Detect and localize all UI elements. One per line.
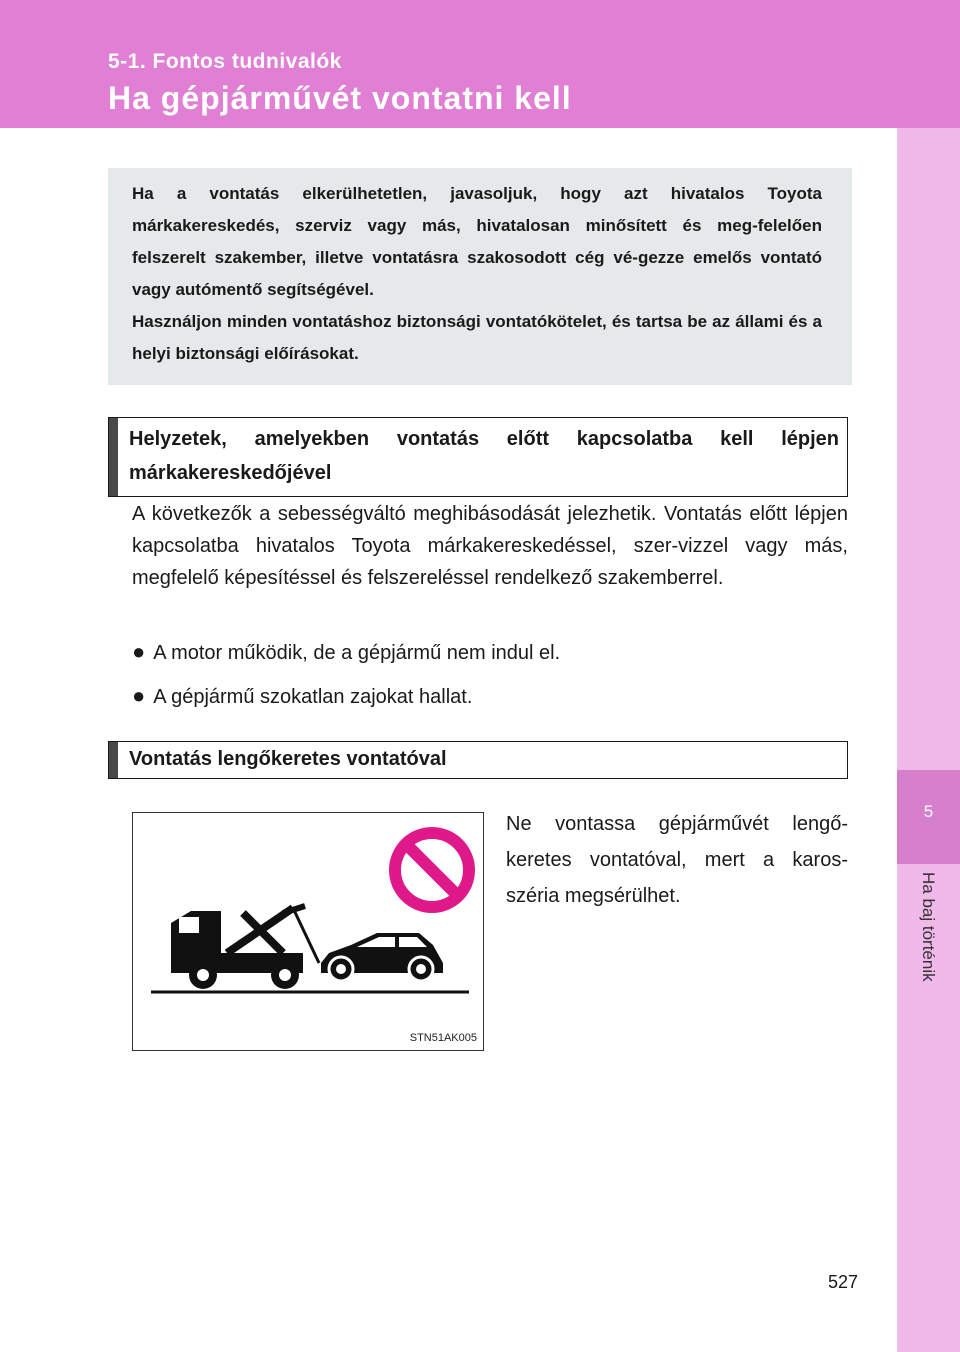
section-heading-box (108, 417, 848, 497)
chapter-number: 5 (923, 802, 934, 821)
tow-truck-illustration (133, 813, 483, 1050)
tow-truck-figure (132, 812, 484, 1051)
bullet-icon: ● (132, 639, 146, 664)
intro-text (132, 178, 822, 370)
bullet-item (132, 636, 560, 669)
section-heading-box (108, 741, 848, 779)
bullet-icon: ● (132, 683, 146, 708)
figure-id: STN51AK005 (409, 1032, 477, 1044)
intro-paragraph: Használjon minden vontatáshoz biztonsági vontatókötelet, és tartsa be az állami és a helyi biztonsági előírásokat. (132, 312, 822, 363)
heading-bar (109, 418, 118, 496)
prohibited-icon (395, 833, 469, 907)
section-subtitle: 5-1. Fontos tudnivalók (108, 50, 342, 73)
intro-paragraph: Ha a vontatás elkerülhetetlen, javasoljuk, hogy azt hivatalos Toyota márkakereskedés, szerviz vagy más, hivatalosan minősített és meg-felelően felszerelt szakember, illetve vontatásra szakosodott cég vé-gezze emelős vontató vagy autómentő segítségével. (132, 184, 822, 299)
bullet-text: A motor működik, de a gépjármű nem indul el. (153, 642, 561, 664)
page-title: Ha gépjárművét vontatni kell (108, 80, 572, 116)
chapter-label: Ha baj történik (919, 872, 938, 982)
bullet-text: A gépjármű szokatlan zajokat hallat. (153, 686, 473, 708)
heading-bar (109, 742, 118, 778)
figure-caption-text: Ne vontassa gépjárművét lengő-keretes vontatóval, mert a karos-széria megsérülhet. (506, 813, 848, 907)
section-body-text: A következők a sebességváltó meghibásodását jelezhetik. Vontatás előtt lépjen kapcsolatba hivatalos Toyota márkakereskedéssel, szer-vizzel vagy más, megfelelő képesítéssel és felszereléssel rendelkező szakemberrel. (132, 503, 848, 589)
chapter-side-tab (897, 128, 960, 1352)
bullet-item (132, 680, 472, 713)
page-number: 527 (828, 1272, 859, 1292)
section-heading: Helyzetek, amelyekben vontatás előtt kapcsolatba kell lépjen márkakereskedőjével (129, 428, 839, 484)
section-heading: Vontatás lengőkeretes vontatóval (129, 748, 447, 770)
